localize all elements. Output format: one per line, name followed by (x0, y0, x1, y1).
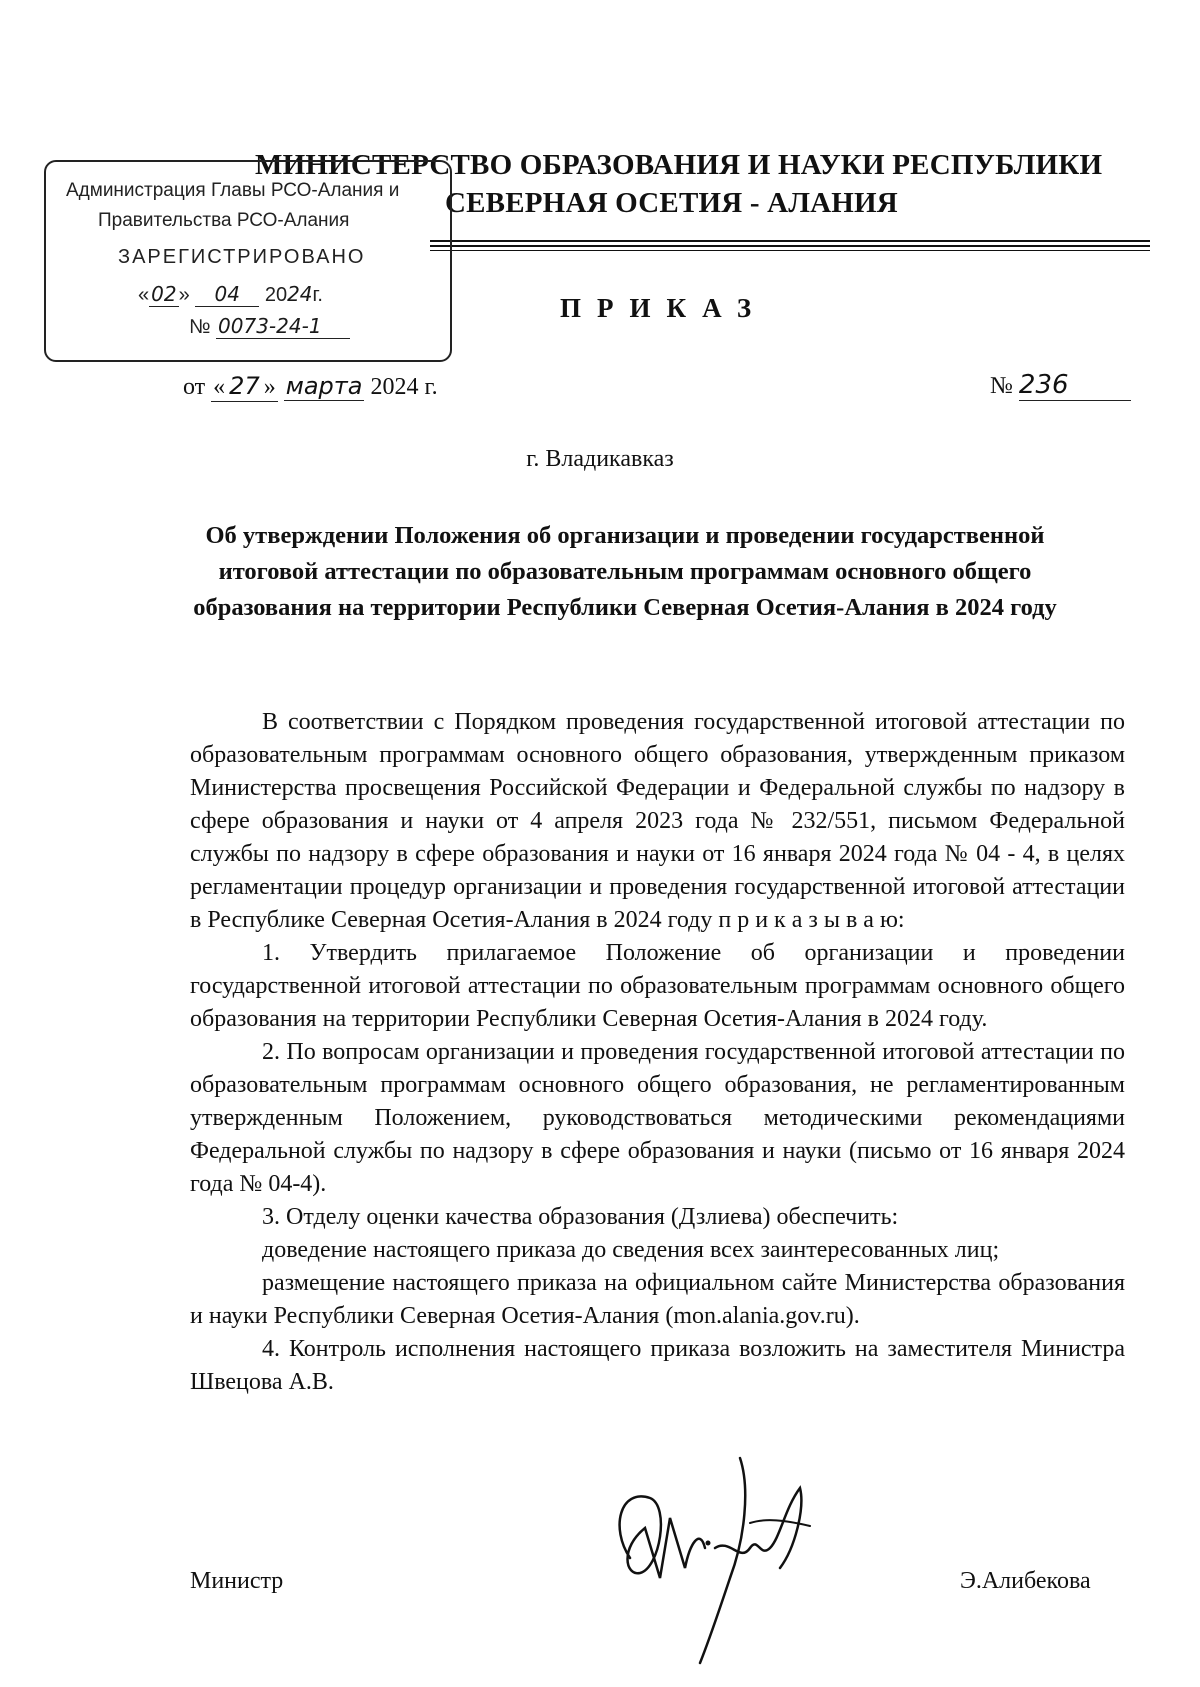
document-body (190, 706, 1125, 1399)
header-rule-1 (430, 240, 1150, 242)
city: г. Владикавказ (526, 446, 674, 472)
stamp-number (189, 314, 350, 339)
order-number-label: № (990, 373, 1013, 399)
paragraph-item-3: 3. Отделу оценки качества образования (Дзлиева) обеспечить: (262, 1204, 899, 1230)
stamp-date-close: » (178, 284, 190, 306)
paragraph-item-1: 1. Утвердить прилагаемое Положение об организации и проведении государственной итоговой аттестации по образовательным программам основного общего образования на территории Республики Северная Осетия-Алания в 2024 году. (190, 940, 1125, 1032)
stamp-line-1: Администрация Главы РСО-Алания и (66, 180, 400, 201)
paragraph-preamble: В соответствии с Порядком проведения государственной итоговой аттестации по образовательным программам основного общего образования, утвержденным приказом Министерства просвещения Российской Федерации и Федеральной службы по надзору в сфере образования и науки от 4 апреля 2023 года № 232/551, письмом Федеральной службы по надзору в сфере образования и науки от 16 января 2024 года № 04 - 4, в целях регламентации процедур организации и проведения государственной итоговой аттестации в Республике Северная Осетия-Алания в 2024 году п р и к а з ы в а ю: (190, 709, 1125, 933)
handwritten-signature (590, 1448, 840, 1668)
signatory-name: Э.Алибекова (960, 1568, 1091, 1594)
stamp-year-prefix: 20 (264, 284, 288, 306)
paragraph-item-2: 2. По вопросам организации и проведения государственной итоговой аттестации по образовательным программам основного общего образования, не регламентированным утвержденным Положением, руководствоваться методическими рекомендациями Федеральной службы по надзору в сфере образования и науки (письмо от 16 января 2024 года № 04-4). (190, 1039, 1125, 1197)
ministry-line-2: СЕВЕРНАЯ ОСЕТИЯ - АЛАНИЯ (445, 187, 898, 219)
stamp-number-value: 0073-24-1 (216, 314, 350, 339)
date-prefix: от (183, 374, 206, 400)
ministry-line-1: МИНИСТЕРСТВО ОБРАЗОВАНИЯ И НАУКИ РЕСПУБЛИКИ (255, 149, 1103, 181)
order-number-value: 236 (1019, 370, 1131, 401)
stamp-registered-label: ЗАРЕГИСТРИРОВАНО (118, 246, 366, 268)
doc-type-title: ПРИКАЗ (560, 293, 768, 323)
stamp-date-open: « (138, 284, 150, 306)
stamp-day: 02 (151, 282, 177, 306)
stamp-year-suffix: 24 (287, 282, 313, 306)
order-date (183, 372, 438, 402)
date-year: 2024 г. (370, 374, 438, 400)
signatory-position: Министр (190, 1568, 284, 1594)
date-month: марта (285, 372, 363, 400)
paragraph-item-3b: размещение настоящего приказа на официальном сайте Министерства образования и науки Республики Северная Осетия-Алания (mon.alania.gov.ru). (190, 1270, 1125, 1329)
stamp-month: 04 (195, 282, 259, 307)
order-number (990, 370, 1131, 401)
paragraph-item-3a: доведение настоящего приказа до сведения всех заинтересованных лиц; (262, 1237, 1000, 1263)
stamp-year-end: г. (312, 284, 323, 306)
document-title: Об утверждении Положения об организации и проведении государственной итоговой аттестации по образовательным программам основного общего образования на территории Республики Северная Осетия-Алания в 2024 году (193, 522, 1057, 621)
date-open: « (213, 374, 226, 400)
header-rule-2 (430, 245, 1150, 247)
stamp-date (138, 282, 323, 307)
date-day: 27 (229, 372, 260, 400)
registration-stamp (44, 160, 452, 362)
date-close: » (263, 374, 276, 400)
header-rule-3 (430, 250, 1150, 251)
paragraph-item-4: 4. Контроль исполнения настоящего приказа возложить на заместителя Министра Швецова А.В. (190, 1336, 1125, 1395)
stamp-number-label: № (189, 316, 211, 338)
stamp-line-2: Правительства РСО-Алания (98, 210, 350, 231)
